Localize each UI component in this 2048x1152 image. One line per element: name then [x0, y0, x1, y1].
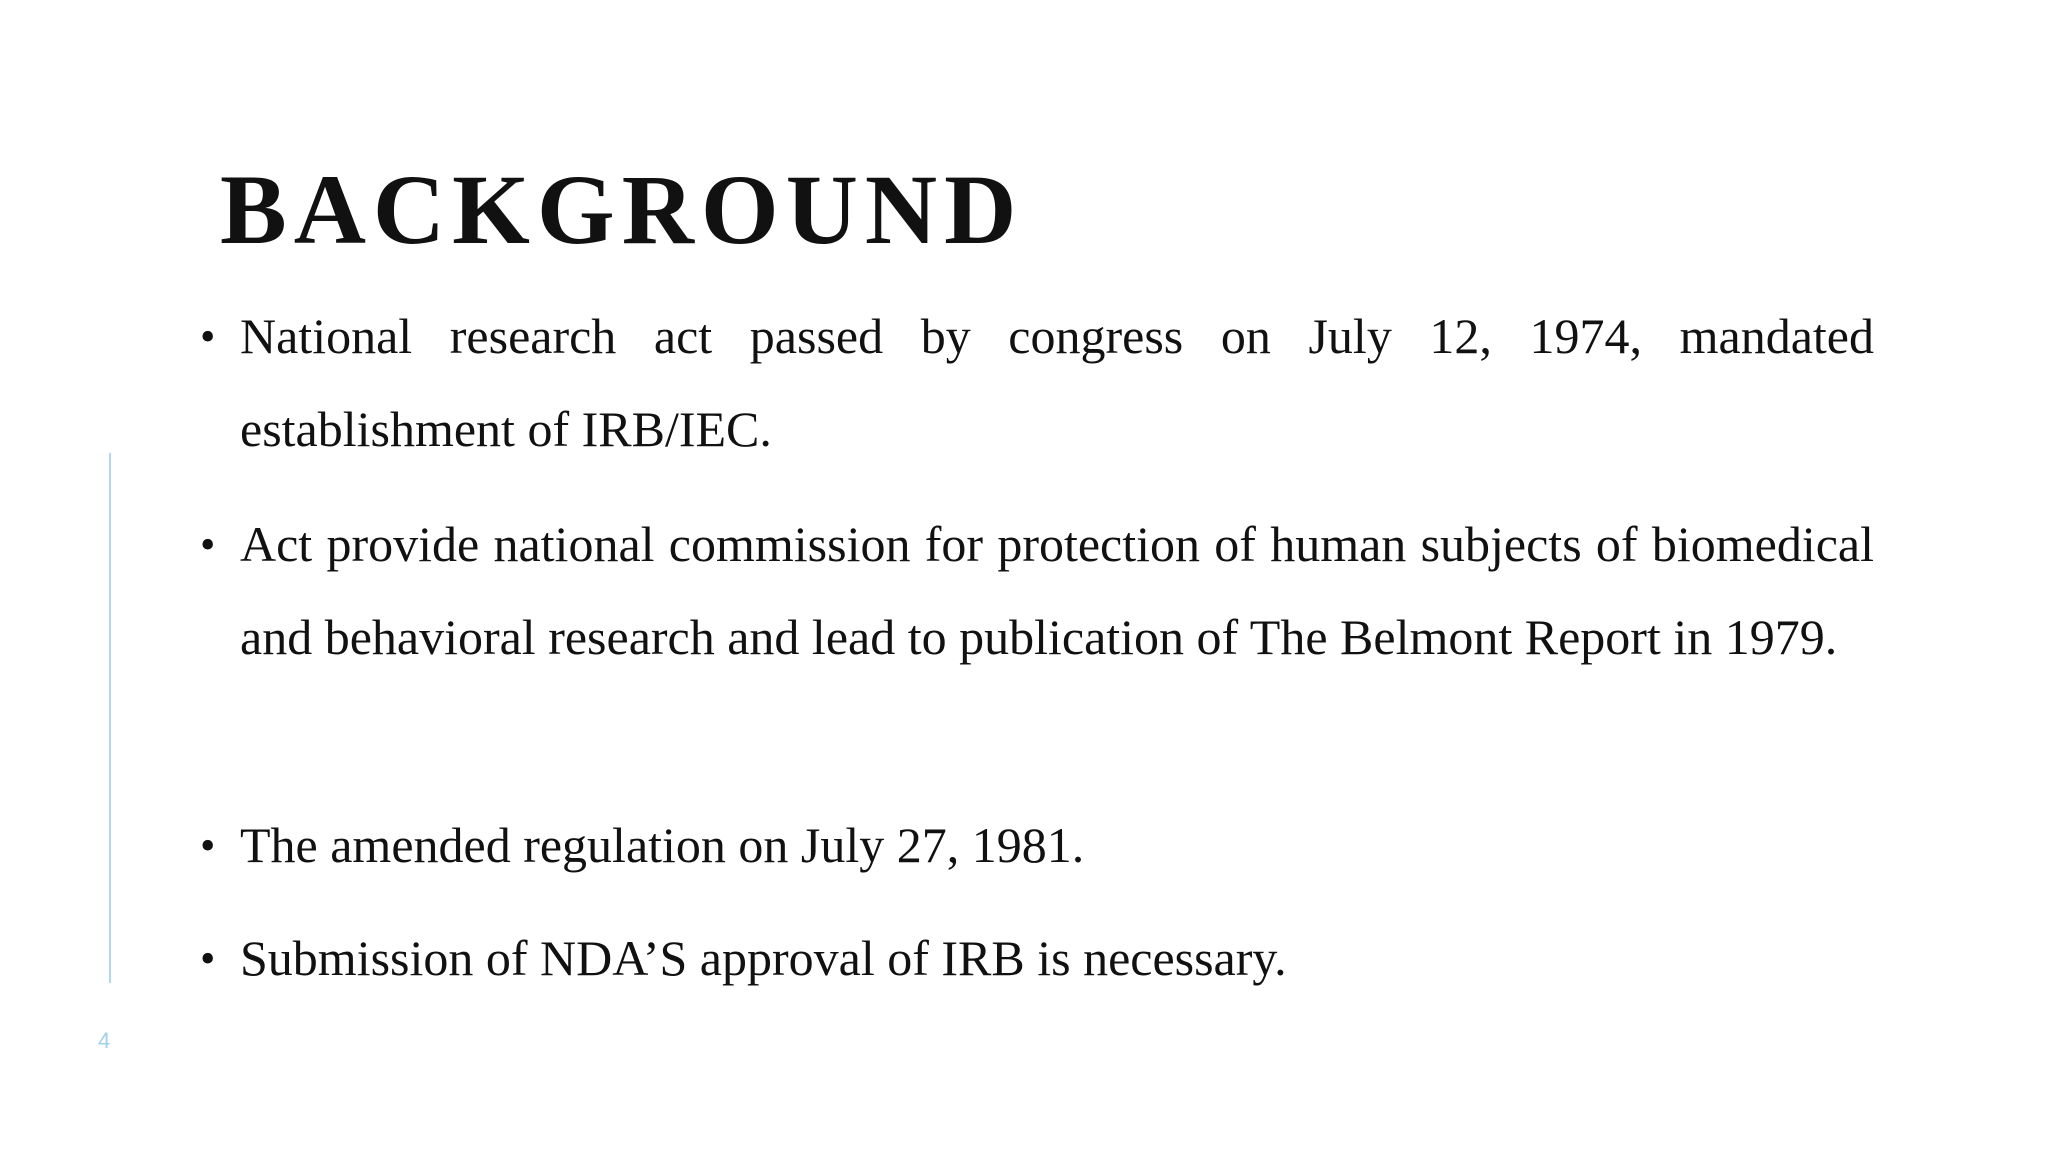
bullet-text: Submission of NDA’S approval of IRB is necessary. — [240, 930, 1287, 986]
bullet-dot-icon: • — [200, 312, 216, 361]
bullet-item — [200, 912, 1874, 1005]
bullet-text: National research act passed by congress on July 12, 1974, mandated establishment of IRB/IEC. — [240, 308, 1874, 457]
bullet-item — [200, 290, 1874, 476]
bullet-dot-icon: • — [200, 934, 216, 983]
bullet-text: The amended regulation on July 27, 1981. — [240, 817, 1085, 873]
bullet-text: Act provide national commission for protection of human subjects of biomedical and behavioral research and lead to publication of The Belmont Report in 1979. — [240, 516, 1874, 665]
bullet-dot-icon: • — [200, 520, 216, 569]
bullet-item — [200, 498, 1874, 684]
bullet-item — [200, 799, 1874, 892]
slide-number: 4 — [98, 1028, 111, 1053]
bullet-dot-icon: • — [200, 821, 216, 870]
accent-divider-line — [109, 453, 111, 983]
slide-title: BACKGROUND — [220, 154, 1024, 265]
